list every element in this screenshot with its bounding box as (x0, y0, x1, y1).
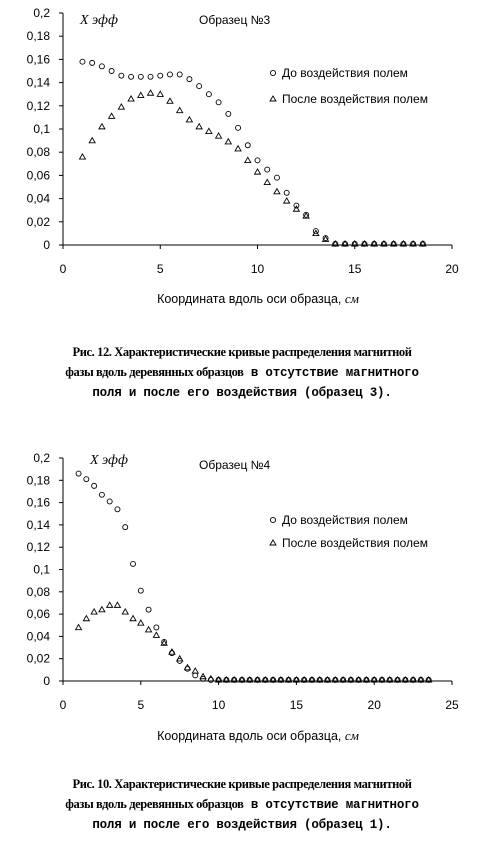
data-point-circle (177, 72, 182, 77)
data-point-triangle (109, 113, 115, 118)
x-tick-label: 15 (348, 262, 362, 276)
legend-triangle-marker (270, 540, 276, 545)
data-point-triangle (235, 146, 241, 151)
x-tick-label: 0 (59, 698, 67, 712)
data-point-triangle (91, 609, 97, 614)
y-tick-label: 0,04 (26, 629, 50, 644)
chart-sample-4 (0, 438, 484, 758)
x-axis-label-unit: см (344, 291, 359, 306)
y-tick-label: 0,18 (26, 473, 50, 488)
legend-circle-marker (270, 70, 275, 75)
y-tick-label: 0,08 (26, 584, 50, 599)
data-point-circle (158, 73, 163, 78)
caption-line-2-bold: фазы вдоль деревянных образцов (65, 365, 244, 379)
data-point-triangle (157, 91, 163, 96)
figure-caption-10 (0, 774, 484, 835)
data-point-circle (154, 625, 159, 630)
chart-title: Образец №4 (199, 458, 271, 472)
data-point-triangle (76, 624, 82, 629)
data-point-triangle (177, 107, 183, 112)
x-tick-label: 5 (156, 262, 164, 276)
x-tick-label: 20 (367, 698, 381, 712)
x-axis-label (157, 291, 359, 306)
data-point-circle (265, 167, 270, 172)
data-point-circle (76, 471, 81, 476)
y-tick-label: 0,02 (26, 214, 50, 229)
data-point-circle (99, 64, 104, 69)
data-point-triangle (138, 620, 144, 625)
data-point-triangle (99, 124, 105, 129)
data-point-triangle (128, 96, 134, 101)
data-point-circle (226, 111, 231, 116)
y-tick-label: 0,2 (33, 6, 50, 20)
data-point-circle (109, 69, 114, 74)
data-point-triangle (206, 128, 212, 133)
caption-line-3: поля и после его воздействия (образец 1). (92, 818, 392, 832)
data-point-triangle (146, 627, 152, 632)
y-tick-label: 0,14 (26, 75, 50, 90)
data-point-circle (138, 74, 143, 79)
data-point-circle (197, 84, 202, 89)
data-point-circle (236, 125, 241, 130)
data-point-triangle (148, 90, 154, 95)
data-point-circle (119, 73, 124, 78)
y-tick-label: 0,06 (26, 607, 50, 622)
x-axis-label-unit: см (344, 728, 359, 743)
y-axis-label: Х эфф (90, 453, 128, 468)
data-point-triangle (225, 139, 231, 144)
x-tick-label: 10 (250, 262, 265, 276)
data-point-triangle (79, 154, 85, 159)
data-point-circle (131, 561, 136, 566)
y-tick-label: 0,16 (26, 495, 50, 510)
data-point-triangle (245, 157, 251, 162)
chart-title: Образец №3 (199, 13, 271, 27)
y-tick-label: 0,06 (26, 168, 50, 183)
legend-label-after: После воздействия полем (282, 92, 428, 106)
data-point-triangle (216, 133, 222, 138)
data-point-triangle (83, 616, 89, 621)
data-point-triangle (284, 198, 290, 203)
data-point-circle (123, 525, 128, 530)
caption-line-2-mono: в отсутствие магнитного (243, 366, 419, 380)
caption-line-2-mono: в отсутствие магнитного (243, 798, 419, 812)
x-tick-label: 10 (211, 698, 226, 712)
data-point-triangle (122, 609, 128, 614)
legend-circle-marker (270, 517, 275, 522)
data-point-circle (129, 74, 134, 79)
data-point-triangle (114, 602, 120, 607)
data-point-circle (245, 143, 250, 148)
y-tick-label: 0,08 (26, 145, 50, 160)
x-tick-label: 5 (137, 698, 145, 712)
data-point-triangle (274, 189, 280, 194)
y-axis-label: Х эфф (80, 13, 118, 28)
x-tick-label: 20 (445, 262, 459, 276)
y-tick-label: 0,2 (33, 451, 50, 465)
legend-label-after: После воздействия полем (282, 536, 428, 550)
y-tick-label: 0,02 (26, 651, 50, 666)
x-tick-label: 0 (59, 262, 67, 276)
y-tick-label: 0,1 (33, 562, 50, 577)
y-tick-label: 0,12 (26, 98, 50, 113)
y-tick-label: 0,16 (26, 52, 50, 67)
data-point-circle (274, 175, 279, 180)
data-point-triangle (196, 124, 202, 129)
data-point-triangle (118, 104, 124, 109)
data-point-triangle (167, 98, 173, 103)
y-tick-label: 0 (43, 674, 50, 688)
y-tick-label: 0,04 (26, 191, 50, 206)
data-point-circle (115, 507, 120, 512)
data-point-circle (84, 477, 89, 482)
data-point-triangle (107, 602, 113, 607)
data-point-circle (255, 158, 260, 163)
legend (270, 513, 428, 550)
x-tick-label: 15 (289, 698, 304, 712)
data-point-circle (107, 499, 112, 504)
caption-line-2 (0, 794, 484, 815)
data-point-triangle (186, 117, 192, 122)
data-point-circle (138, 588, 143, 593)
legend-triangle-marker (270, 96, 276, 101)
x-axis-label-text: Координата вдоль оси образца, (157, 292, 345, 306)
data-point-circle (146, 607, 151, 612)
data-point-circle (80, 59, 85, 64)
x-axis-label (157, 728, 359, 743)
data-point-circle (206, 92, 211, 97)
data-point-circle (284, 190, 289, 195)
y-tick-label: 0,1 (33, 122, 50, 136)
y-tick-label: 0,12 (26, 540, 50, 555)
data-point-triangle (255, 169, 261, 174)
y-tick-label: 0,14 (26, 517, 50, 532)
data-point-triangle (99, 607, 105, 612)
data-point-triangle (264, 179, 270, 184)
data-point-circle (92, 483, 97, 488)
data-point-triangle (138, 92, 144, 97)
data-point-circle (187, 77, 192, 82)
y-tick-label: 0 (43, 238, 50, 252)
legend (270, 66, 428, 106)
data-point-circle (216, 100, 221, 105)
legend-label-before: До воздействия полем (282, 513, 408, 527)
caption-line-2-bold: фазы вдоль деревянных образцов (65, 797, 244, 811)
x-tick-label: 25 (445, 698, 459, 712)
caption-line-3: поля и после его воздействия (образец 3). (92, 386, 392, 400)
legend-label-before: До воздействия полем (282, 66, 408, 80)
data-point-triangle (89, 138, 95, 143)
data-point-circle (99, 492, 104, 497)
data-point-circle (90, 60, 95, 65)
y-tick-label: 0,18 (26, 29, 50, 44)
data-point-circle (148, 74, 153, 79)
x-axis-label-text: Координата вдоль оси образца, (157, 729, 345, 743)
data-point-triangle (130, 616, 136, 621)
caption-line-2 (0, 362, 484, 383)
data-point-circle (193, 673, 198, 678)
data-point-circle (167, 72, 172, 77)
caption-line-1: Рис. 12. Характеристические кривые распределения магнитной (72, 345, 412, 359)
figure-caption-12 (0, 342, 484, 403)
chart-sample-3 (0, 0, 484, 320)
caption-line-1: Рис. 10. Характеристические кривые распределения магнитной (72, 777, 412, 791)
data-point-triangle (153, 632, 159, 637)
data-point-triangle (192, 668, 198, 673)
